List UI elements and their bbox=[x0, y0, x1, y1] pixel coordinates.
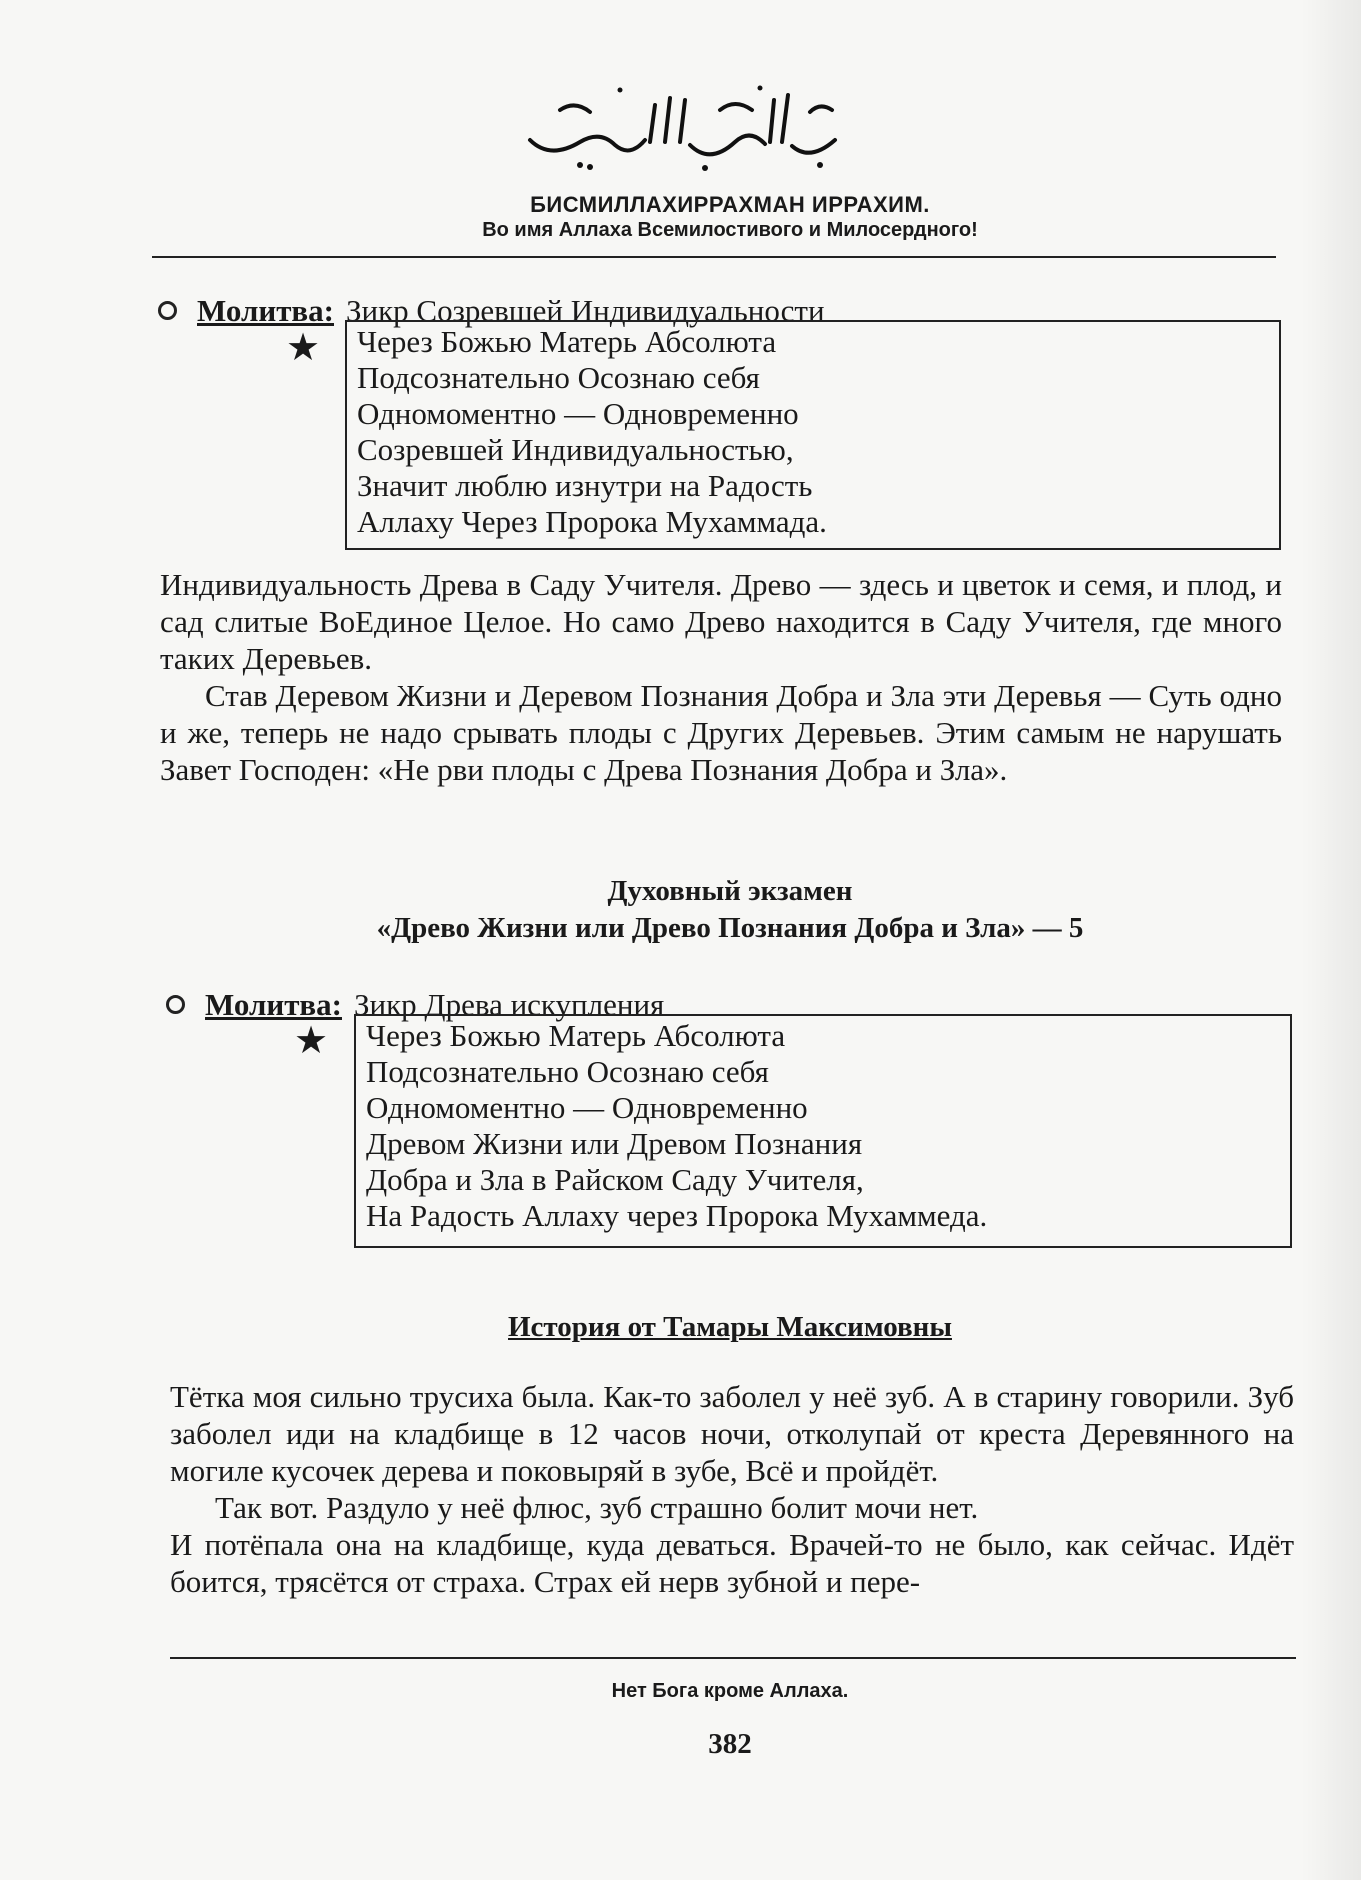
page-number: 382 bbox=[708, 1728, 752, 1760]
prayer-line: На Радость Аллаху через Пророка Мухаммеда. bbox=[366, 1198, 988, 1233]
prayer-line: Через Божью Матерь Абсолюта bbox=[366, 1018, 786, 1053]
paragraph: Индивидуальность Древа в Саду Учителя. Древо — здесь и цветок и семя, и плод, и сад слитые ВоЕдиное Целое. Но само Древо находится в Саду Учителя, где много таких Деревьев. bbox=[160, 567, 1282, 676]
prayer-line: Подсознательно Осознаю себя bbox=[357, 360, 760, 395]
header-bismillah: БИСМИЛЛАХИРРАХМАН ИРРАХИМ. bbox=[530, 192, 930, 217]
prayer-line: Значит люблю изнутри на Радость bbox=[357, 468, 813, 503]
star-icon: ★ bbox=[294, 1020, 329, 1062]
prayer-1-box bbox=[345, 320, 1281, 550]
circle-bullet-icon bbox=[166, 995, 185, 1014]
header-translation: Во имя Аллаха Всемилостивого и Милосердного! bbox=[482, 219, 978, 241]
paragraph: Тётка моя сильно трусиха была. Как-то заболел у неё зуб. А в старину говорили. Зуб заболел иди на кладбище в 12 часов ночи, отколупай от креста Деревянного на могиле кусочек дерева и поковыряй в зубе, Всё и пройдёт. bbox=[170, 1379, 1294, 1488]
section-subtitle: «Древо Жизни или Древо Познания Добра и Зла» — 5 bbox=[376, 912, 1084, 944]
footer-divider bbox=[170, 1657, 1296, 1659]
circle-bullet-icon bbox=[158, 301, 177, 320]
paragraph: И потёпала она на кладбище, куда деваться. Врачей-то не было, как сейчас. Идёт боится, трясётся от страха. Страх ей нерв зубной и пере- bbox=[170, 1527, 1294, 1599]
prayer-title: Зикр Древа искупления bbox=[354, 987, 665, 1022]
prayer-line: Одномоментно — Одновременно bbox=[357, 396, 799, 431]
section-title: Духовный экзамен bbox=[607, 875, 853, 907]
prayer-line: Одномоментно — Одновременно bbox=[366, 1090, 808, 1125]
prayer-line: Через Божью Матерь Абсолюта bbox=[357, 324, 777, 359]
story-title: История от Тамары Максимовны bbox=[508, 1311, 952, 1343]
header-divider bbox=[152, 256, 1276, 258]
prayer-label: Молитва: bbox=[205, 987, 342, 1022]
paragraph: Став Деревом Жизни и Деревом Познания Добра и Зла эти Деревья — Суть одно и же, теперь не надо срывать плоды с Других Деревьев. Этим самым не нарушать Завет Господен: «Не рви плоды с Древа Познания Добра и Зла». bbox=[160, 678, 1282, 787]
prayer-line: Аллаху Через Пророка Мухаммада. bbox=[357, 504, 827, 539]
prayer-line: Созревшей Индивидуальностью, bbox=[357, 432, 794, 467]
star-icon: ★ bbox=[286, 327, 321, 369]
prayer-label: Молитва: bbox=[197, 293, 334, 328]
bismillah-calligraphy bbox=[520, 70, 850, 180]
story-text bbox=[170, 1378, 1294, 1600]
prayer-title: Зикр Созревшей Индивидуальности bbox=[346, 293, 825, 328]
paragraph: Так вот. Раздуло у неё флюс, зуб страшно болит мочи нет. bbox=[215, 1490, 979, 1525]
footer-text: Нет Бога кроме Аллаха. bbox=[611, 1680, 849, 1702]
prayer-line: Добра и Зла в Райском Саду Учителя, bbox=[366, 1162, 864, 1197]
prayer-2-box bbox=[354, 1014, 1292, 1248]
prayer-line: Подсознательно Осознаю себя bbox=[366, 1054, 769, 1089]
page-edge-shadow bbox=[1301, 0, 1361, 1880]
body-text-1 bbox=[160, 566, 1282, 788]
prayer-line: Древом Жизни или Древом Познания bbox=[366, 1126, 863, 1161]
